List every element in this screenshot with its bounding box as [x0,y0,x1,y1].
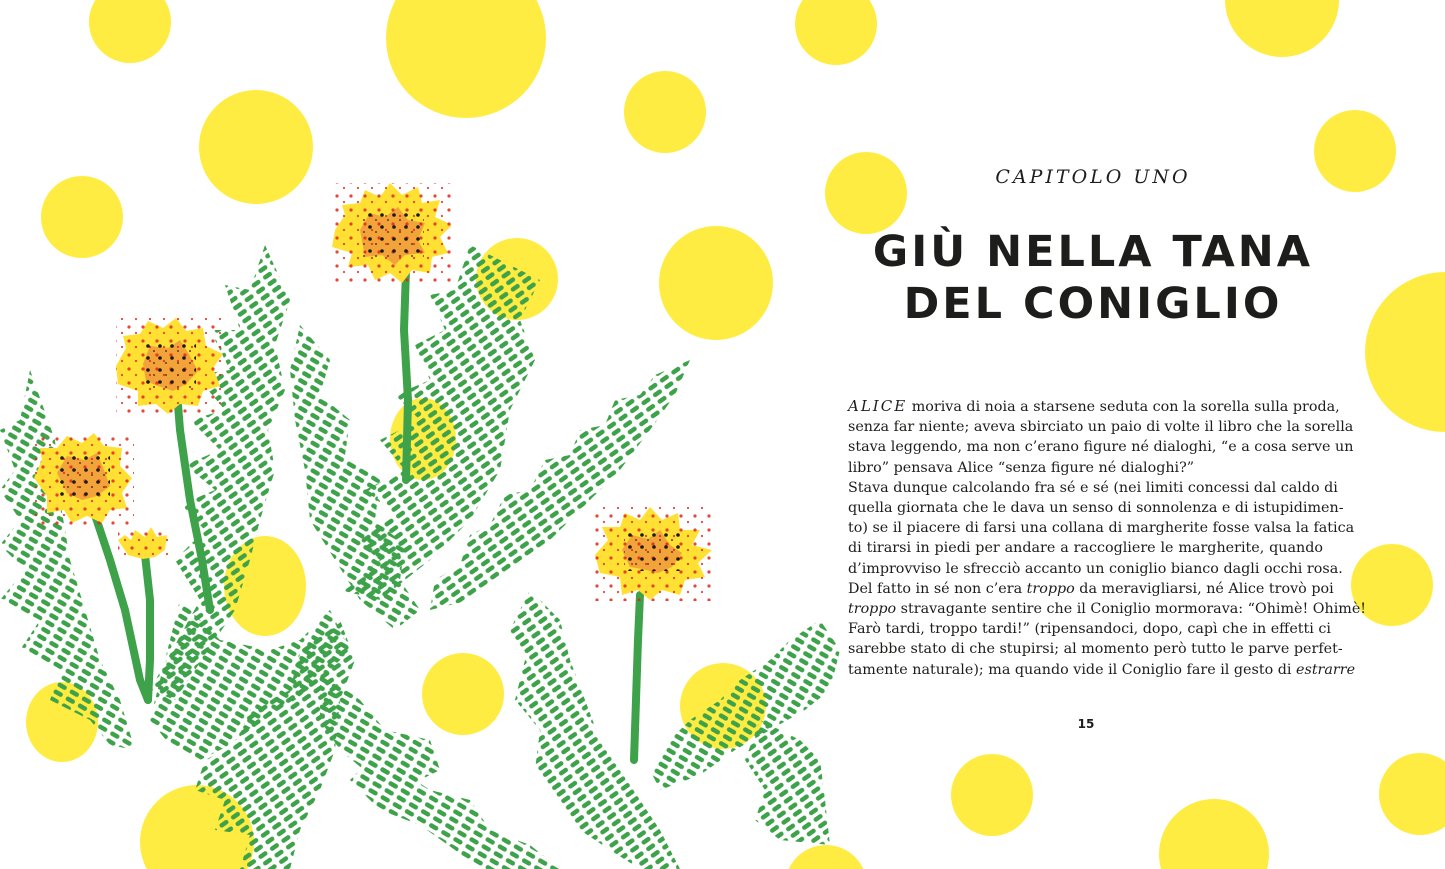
text-line: Farò tardi, troppo tardi!” (ripensandoci, dopo, capì che in effetti ci [848,621,1331,638]
text-line: d’improvviso le sfrecciò accanto un coniglio bianco dagli occhi rosa. [848,560,1343,577]
dot [951,754,1033,836]
chapter-title [848,226,1338,330]
text-line: stava leggendo, ma non c’erano figure né dialoghi, “e a cosa serve un [848,439,1354,456]
text-line: di tirarsi in piedi per andare a raccogliere le margherite, quando [848,540,1323,557]
chapter-title-line-2: DEL CONIGLIO [903,279,1283,329]
text-line: to) se il piacere di farsi una collana di margherite fosse valsa la fatica [848,520,1355,537]
chapter-label: CAPITOLO UNO [995,166,1191,188]
dot [1159,799,1269,869]
text-line: sarebbe stato di che stupirsi; al momento però tutto le parve perfet- [848,641,1343,658]
chapter-title-line-1: GIÙ NELLA TANA [872,227,1314,277]
text-line: Stava dunque calcolando fra sé e sé (nei limiti concessi dal caldo di [848,479,1338,496]
text-line: libro” pensava Alice “senza figure né dialoghi?” [848,459,1195,476]
dot [1225,0,1339,57]
page-number: 15 [1077,717,1095,731]
text-line: senza far niente; aveva sbirciato un paio di volte il libro che la sorella [848,419,1354,436]
drop-lead-word: ALICE [848,397,908,415]
text-line: Del fatto in sé non c’era troppo da meravigliarsi, né Alice trovò poi [848,580,1334,597]
dot [1365,272,1445,432]
text-line: ALICE moriva di noia a starsene seduta con la sorella sulla proda, [848,397,1340,415]
text-line: quella giornata che le dava un senso di sonnolenza e di istupidimen- [848,500,1344,517]
chapter-body-text [848,396,1367,680]
text-line: troppo stravagante sentire che il Coniglio mormorava: “Ohimè! Ohimè! [848,601,1367,618]
dot [1379,753,1445,835]
text-line: tamente naturale); ma quando vide il Coniglio fare il gesto di estrarre [848,661,1356,678]
